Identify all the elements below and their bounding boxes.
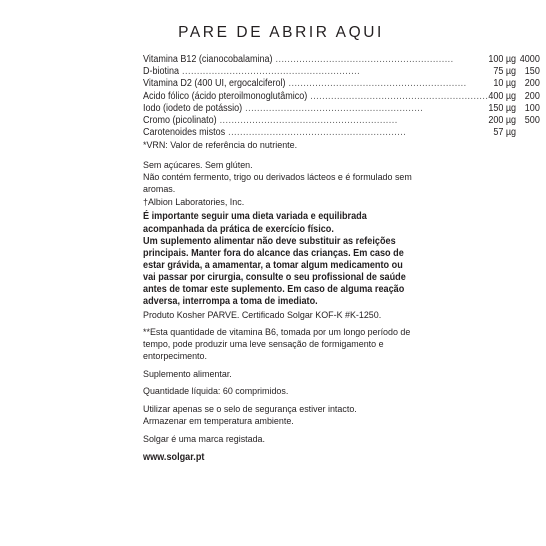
nutrient-amount: 75 µg [493, 66, 517, 78]
trademark-text: Solgar é uma marca registada. [143, 434, 266, 446]
leader-dots: ............................................................ [285, 78, 467, 90]
seal-text: Utilizar apenas se o selo de segurança estiver intacto. Armazenar em temperatura ambiente. [143, 404, 357, 428]
nutrient-name: Iodo (iodeto de potássio) [143, 102, 243, 114]
nutrient-name: D-biotina [143, 66, 180, 78]
nutrient-row [143, 54, 540, 66]
nutrient-row [143, 127, 540, 139]
nutrient-row [143, 103, 540, 115]
nutrient-amount: 200 µg [488, 115, 517, 127]
nutrient-amount: 10 µg [493, 78, 517, 90]
nutrient-name: Cromo (picolinato) [143, 115, 217, 127]
free-from-text: Sem açúcares. Sem glúten. Não contém fermento, trigo ou derivados lácteos e é formulado sem aromas. [143, 160, 412, 196]
supplement-text: Suplemento alimentar. [143, 369, 232, 381]
nutrient-vrn [520, 127, 540, 139]
nutrient-amount: 400 µg [488, 90, 517, 102]
nutrient-vrn: 200 [524, 78, 540, 90]
nutrient-amount: 100 µg [488, 54, 517, 65]
nutrient-vrn: 4000 [519, 54, 540, 65]
website-link[interactable]: www.solgar.pt [143, 452, 205, 464]
nutrient-vrn: 500 [524, 115, 540, 127]
nutrient-row [143, 115, 540, 127]
albion-note: †Albion Laboratories, Inc. [143, 197, 245, 209]
leader-dots: ............................................................ [216, 115, 398, 127]
leader-dots: ............................................................ [242, 102, 424, 114]
nutrient-amount: 57 µg [493, 127, 517, 139]
leader-dots: ............................................................ [272, 54, 454, 65]
supplement-label [143, 24, 540, 470]
nutrient-vrn: 200 [524, 90, 540, 102]
warning-text: É importante seguir uma dieta variada e equilibrada acompanhada da prática de exercício físico. Um suplemento alimentar não deve substituir as refeições principais. Manter fora do alcance das crianças. Em caso de estar grávida, a amamentar, a tomar algum medicamento ou vai passar por cirurgia, consulte o seu profissional de saúde antes de tomar este suplemento. Em caso de alguma reação adversa, interrompa a toma de imediato. [143, 211, 406, 308]
nutrient-vrn: 100 [524, 102, 540, 114]
nutrient-row [143, 66, 540, 78]
kosher-text: Produto Kosher PARVE. Certificado Solgar KOF-K #K-1250. [143, 310, 382, 322]
b6-note: **Esta quantidade de vitamina B6, tomada por um longo período de tempo, pode produzir uma leve sensação de formigamento e entorpecimento. [143, 327, 411, 363]
nutrient-amount: 150 µg [488, 102, 517, 114]
nutrient-row [143, 78, 540, 90]
nutrient-name: Vitamina B12 (cianocobalamina) [143, 54, 273, 65]
leader-dots: ............................................................ [225, 127, 407, 139]
quantity-text: Quantidade líquida: 60 comprimidos. [143, 386, 289, 398]
nutrient-row [143, 91, 540, 103]
leader-dots: ............................................................ [179, 66, 361, 78]
vrn-note: *VRN: Valor de referência do nutriente. [143, 140, 298, 152]
heading: PARE DE ABRIR AQUI [178, 24, 384, 41]
nutrient-table [143, 54, 540, 139]
nutrient-name: Ácido fólico (ácido pteroilmonoglutâmico) [143, 90, 308, 102]
nutrient-name: Vitamina D2 (400 UI, ergocalciferol) [143, 78, 286, 90]
nutrient-vrn: 150 [524, 66, 540, 78]
nutrient-name: Carotenoides mistos [143, 127, 226, 139]
leader-dots: ............................................................ [307, 90, 489, 102]
